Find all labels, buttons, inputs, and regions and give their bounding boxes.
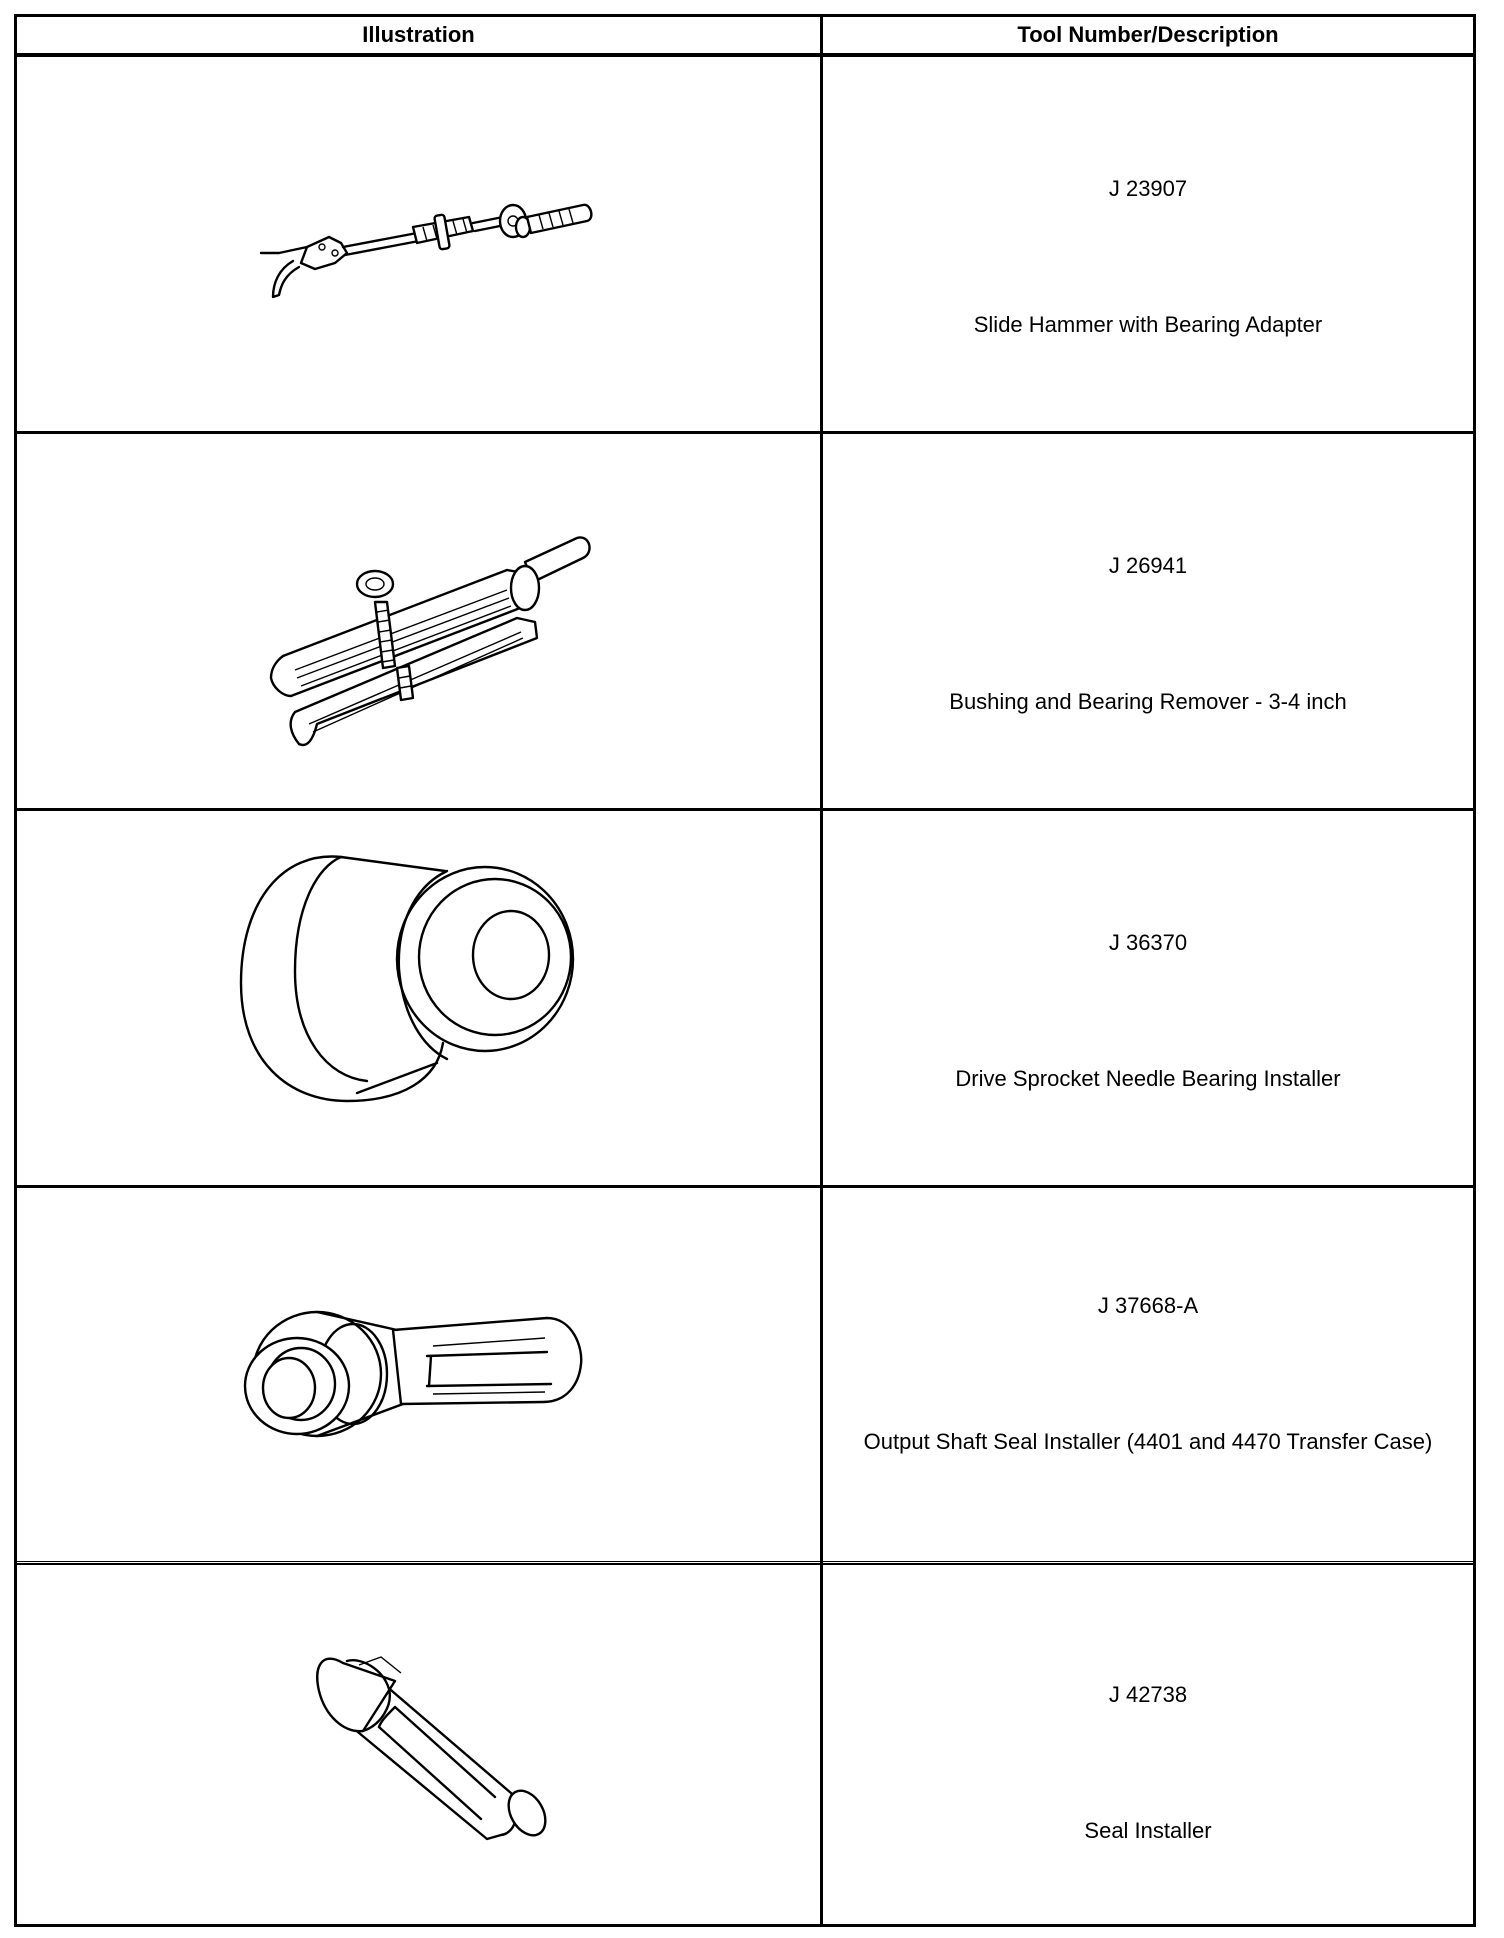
tool-description: Output Shaft Seal Installer (4401 and 4470 Transfer Case) xyxy=(863,1429,1433,1454)
tool-description: Bushing and Bearing Remover - 3-4 inch xyxy=(949,689,1347,714)
tool-cell xyxy=(823,1565,1473,1924)
slide-hammer-icon xyxy=(17,57,820,431)
tool-number: J 26941 xyxy=(1108,553,1188,578)
table-row xyxy=(17,1565,1473,1924)
seal-installer-icon xyxy=(17,1565,820,1924)
table-row xyxy=(17,811,1473,1188)
tool-number: J 42738 xyxy=(1108,1682,1188,1707)
header-illustration: Illustration xyxy=(362,22,475,47)
bearing-installer-icon xyxy=(17,811,820,1185)
tool-description: Seal Installer xyxy=(1084,1818,1212,1843)
column-divider xyxy=(820,17,823,1924)
tool-cell xyxy=(823,434,1473,808)
table-row xyxy=(17,1188,1473,1565)
illustration-cell xyxy=(17,57,820,431)
bearing-remover-icon xyxy=(17,434,820,808)
tool-cell xyxy=(823,1188,1473,1562)
tool-cell xyxy=(823,811,1473,1185)
table-row xyxy=(17,57,1473,434)
illustration-cell xyxy=(17,811,820,1185)
output-shaft-seal-installer-icon xyxy=(17,1188,820,1562)
illustration-cell xyxy=(17,434,820,808)
illustration-cell xyxy=(17,1565,820,1924)
header-tool-number-description: Tool Number/Description xyxy=(1017,22,1279,47)
table-row xyxy=(17,434,1473,811)
tool-description: Drive Sprocket Needle Bearing Installer xyxy=(955,1066,1341,1091)
illustration-cell xyxy=(17,1188,820,1562)
tool-number: J 37668-A xyxy=(1097,1293,1199,1318)
tool-description: Slide Hammer with Bearing Adapter xyxy=(973,312,1323,337)
tool-number: J 23907 xyxy=(1108,176,1188,201)
tool-cell xyxy=(823,57,1473,431)
table-header-row xyxy=(17,17,1473,57)
special-tools-table xyxy=(14,14,1476,1927)
tool-number: J 36370 xyxy=(1108,930,1188,955)
